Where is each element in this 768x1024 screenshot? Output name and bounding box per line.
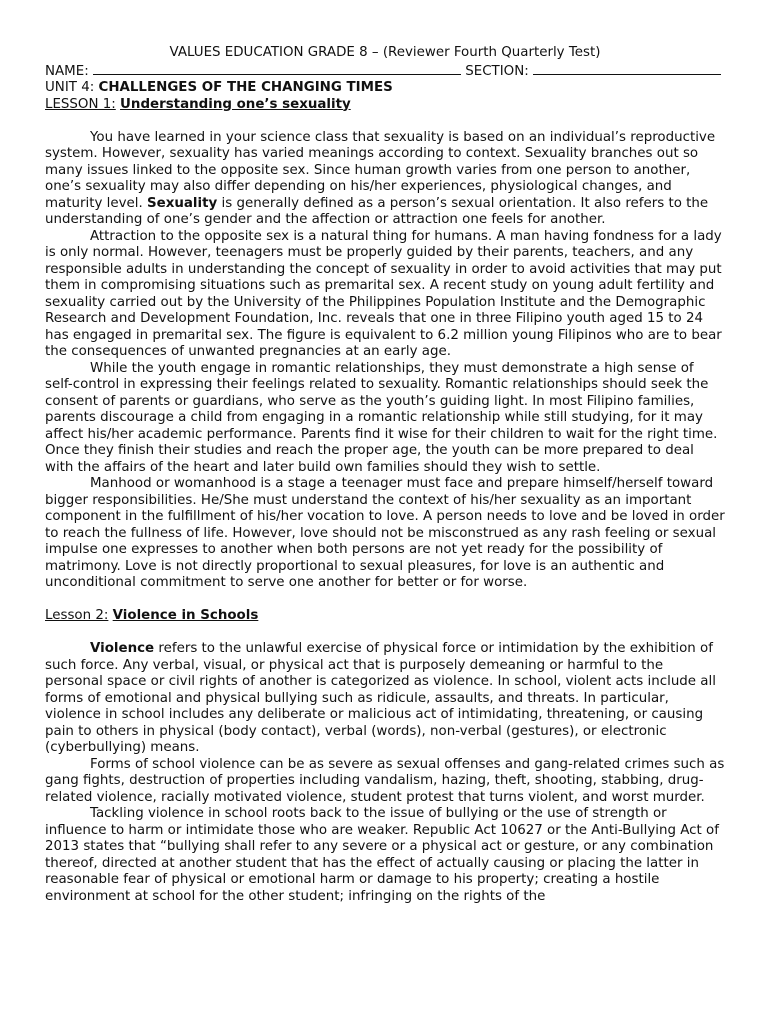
name-label: NAME:	[45, 63, 89, 79]
lesson1-paragraph-2: Attraction to the opposite sex is a natural thing for humans. A man having fondness for a lady is only normal. However, teenagers must be properly guided by their parents, teachers, and any responsible adults in understanding the concept of sexuality in order to avoid activities that may put them in compromising situations such as premarital sex. A recent study on young adult fertility and sexuality carried out by the University of the Philippines Population Institute and the Demographic Research and Development Foundation, Inc. reveals that one in three Filipino youth aged 15 to 24 has engaged in premarital sex. The figure is equivalent to 6.2 million young Filipinos who are to bear the consequences of unwanted pregnancies at an early age.	[45, 228, 722, 359]
lesson1-heading	[45, 97, 725, 114]
lesson2-prefix: Lesson 2:	[45, 608, 109, 623]
lesson1-paragraph-3: While the youth engage in romantic relationships, they must demonstrate a high sense of self-control in expressing their feelings related to sexuality. Romantic relationships should seek the consent of parents or guardians, who serve as the youth’s guiding light. In most Filipino families, parents discourage a child from engaging in a romantic relationship while still studying, for it may affect his/her academic performance. Parents find it wise for their children to wait for the right time. Once they finish their studies and reach the proper age, the youth can be more prepared to deal with the affairs of the heart and later build own families should they wish to settle.	[45, 360, 718, 475]
lesson1-prefix: LESSON 1:	[45, 96, 116, 112]
name-blank[interactable]	[93, 62, 461, 75]
lesson2-title: Violence in Schools	[112, 608, 259, 623]
lesson1-title: Understanding one’s sexuality	[120, 96, 351, 112]
lesson2-heading	[45, 608, 725, 625]
section-label: SECTION:	[465, 63, 529, 79]
lesson1-paragraph-4: Manhood or womanhood is a stage a teenager must face and prepare himself/herself toward bigger responsibilities. He/She must understand the context of his/her sexuality as an important component in the fulfillment of his/her vocation to love. A person needs to love and be loved in order to reach the fullness of life. However, love should not be misconstrued as any rash feeling or sexual impulse one expresses to another when both persons are not yet ready for the possibility of matrimony. Love is not directly proportional to sexual pleasures, for love is an authentic and unconditional commitment to serve one another for better or for worse.	[45, 476, 725, 590]
lesson2-paragraph-1: Violence refers to the unlawful exercise of physical force or intimidation by the exhibition of such force. Any verbal, visual, or physical act that is purposely demeaning or harmful to the personal space or civil rights of another is categorized as violence. In school, violent acts include all forms of emotional and physical bullying such as ridicule, assaults, and threats. In particular, violence in school includes any deliberate or malicious act of intimidating, threatening, or causing pain to others in physical (body contact), verbal (words), non-verbal (gestures), or electronic (cyberbullying) means.	[45, 641, 716, 755]
lesson1-paragraph-1: You have learned in your science class that sexuality is based on an individual’s reproductive system. However, sexuality has varied meanings according to context. Sexuality branches out so many issues linked to the opposite sex. Since human growth varies from one person to another, one’s sexuality may also differ depending on his/her experiences, physiological changes, and maturity level. Sexuality is generally defined as a person’s sexual orientation. It also refers to the understanding of one’s gender and the affection or attraction one feels for another.	[45, 129, 716, 227]
document-content	[45, 45, 725, 905]
unit-title: CHALLENGES OF THE CHANGING TIMES	[98, 80, 393, 95]
lesson2-paragraph-2: Forms of school violence can be as severe as sexual offenses and gang-related crimes such as gang fights, destruction of properties including vandalism, hazing, theft, shooting, stabbing, drug-related violence, racially motivated violence, student protest that turns violent, and worst murder.	[45, 756, 725, 805]
unit-prefix: UNIT 4:	[45, 80, 95, 95]
section-blank[interactable]	[533, 62, 721, 75]
name-section-line	[45, 62, 725, 81]
lesson2-paragraph-3: Tackling violence in school roots back to the issue of bullying or the use of strength or influence to harm or intimidate those who are weaker. Republic Act 10627 or the Anti-Bullying Act of 2013 states that “bullying shall refer to any severe or a physical act or gesture, or any combination thereof, directed at another student that has the effect of actually causing or placing the latter in reasonable fear of physical or emotional harm or damage to his property; creating a hostile environment at school for the other student; infringing on the rights of the	[45, 806, 719, 904]
document-title: VALUES EDUCATION GRADE 8 – (Reviewer Fourth Quarterly Test)	[169, 45, 601, 60]
unit-heading	[45, 80, 725, 97]
